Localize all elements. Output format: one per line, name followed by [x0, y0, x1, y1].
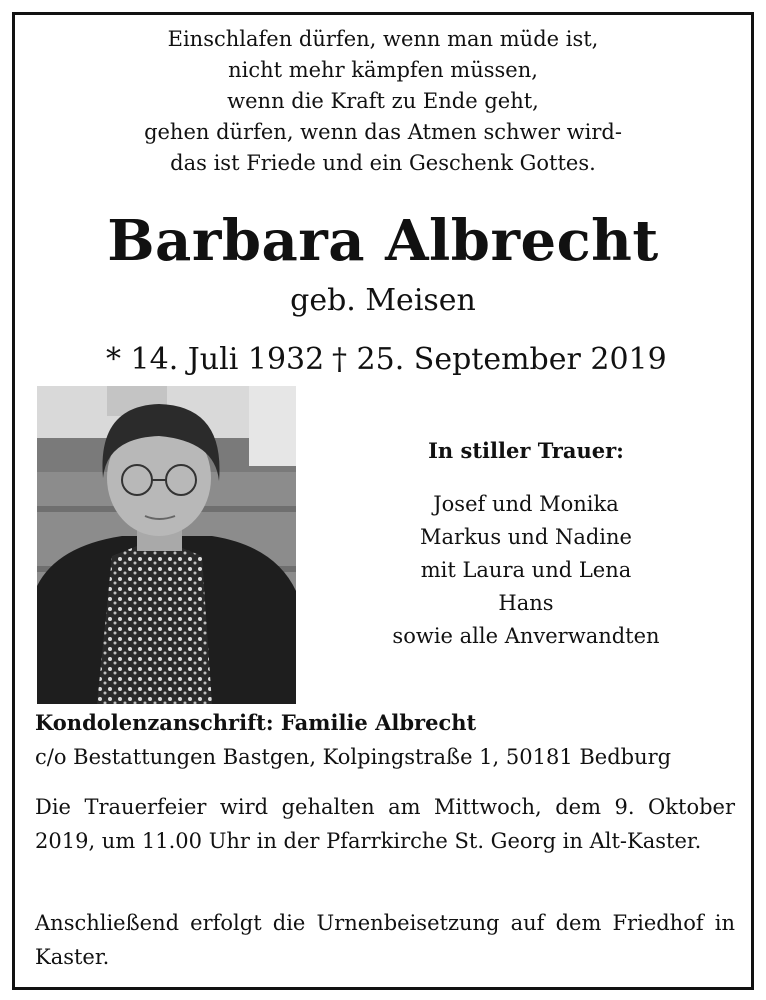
condolence-address	[35, 706, 735, 774]
life-dates	[106, 338, 666, 382]
mourner-name: Josef und Monika	[433, 492, 619, 516]
death-date: † 25. September 2019	[332, 342, 667, 377]
poem-line: nicht mehr kämpfen müssen,	[228, 58, 538, 82]
poem-line: gehen dürfen, wenn das Atmen schwer wird-	[144, 120, 622, 144]
mourner-name: Markus und Nadine	[420, 525, 632, 549]
poem	[0, 24, 766, 179]
funeral-service-text: Die Trauerfeier wird gehalten am Mittwoch, dem 9. Oktober 2019, um 11.00 Uhr in der Pfarrkirche St. Georg in Alt-Kaster.	[35, 795, 735, 853]
poem-line: Einschlafen dürfen, wenn man müde ist,	[167, 27, 599, 51]
mourner-name: Hans	[498, 591, 554, 615]
condolence-label: Kondolenzanschrift: Familie Albrecht	[35, 710, 477, 735]
mourners-heading: In stiller Trauer:	[428, 438, 624, 463]
poem-line: das ist Friede und ein Geschenk Gottes.	[170, 151, 596, 175]
deceased-name: Barbara Albrecht	[107, 208, 659, 274]
mourner-name: mit Laura und Lena	[420, 558, 632, 582]
mourner-name: sowie alle Anverwandten	[392, 624, 660, 648]
poem-line: wenn die Kraft zu Ende geht,	[227, 89, 539, 113]
portrait-photo	[37, 386, 296, 704]
portrait-illustration	[37, 386, 296, 704]
burial-text: Anschließend erfolgt die Urnenbeisetzung auf dem Friedhof in Kaster.	[35, 911, 735, 969]
birth-date: * 14. Juli 1932	[106, 342, 325, 377]
maiden-name: geb. Meisen	[290, 283, 476, 318]
mourners-block	[354, 432, 698, 653]
condolence-street: c/o Bestattungen Bastgen, Kolpingstraße 1, 50181 Bedburg	[35, 745, 672, 769]
